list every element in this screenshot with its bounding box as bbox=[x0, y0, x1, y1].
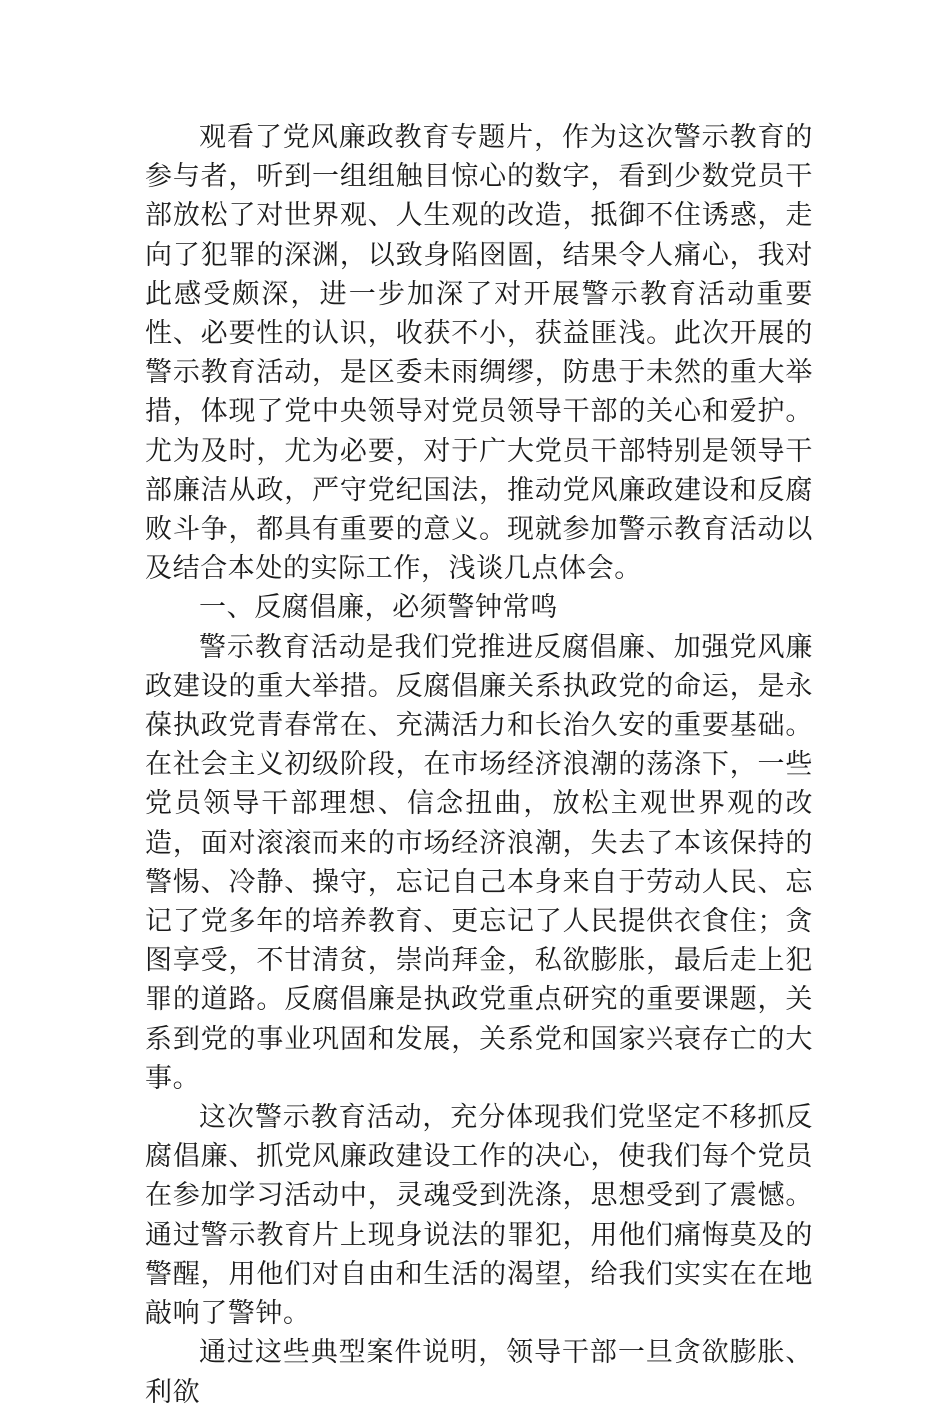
section-heading-1: 一、反腐倡廉，必须警钟常鸣 bbox=[199, 592, 558, 624]
paragraph-section-1-a: 警示教育活动是我们党推进反腐倡廉、加强党风廉政建设的重大举措。反腐倡廉关系执政党的命运，是永葆执政党青春常在、充满活力和长治久安的重要基础。在社会主义初级阶段，在市场经济浪潮的荡涤下，一些党员领导干部理想、信念扭曲，放松主观世界观的改造，面对滚滚而来的市场经济浪潮，失去了本该保持的警惕、冷静、操守，忘记自己本身来自于劳动人民、忘记了党多年的培养教育、更忘记了人民提供衣食住；贪图享受，不甘清贫，崇尚拜金，私欲膨胀，最后走上犯罪的道路。反腐倡廉是执政党重点研究的重要课题，关系到党的事业巩固和发展，关系党和国家兴衰存亡的大事。 bbox=[145, 631, 813, 1094]
document-body bbox=[145, 118, 813, 1412]
paragraph-intro: 观看了党风廉政教育专题片，作为这次警示教育的参与者，听到一组组触目惊心的数字，看到少数党员干部放松了对世界观、人生观的改造，抵御不住诱惑，走向了犯罪的深渊，以致身陷囹圄，结果令人痛心，我对此感受颇深，进一步加深了对开展警示教育活动重要性、必要性的认识，收获不小，获益匪浅。此次开展的警示教育活动，是区委未雨绸缪，防患于未然的重大举措，体现了党中央领导对党员领导干部的关心和爱护。尤为及时，尤为必要，对于广大党员干部特别是领导干部廉洁从政，严守党纪国法，推动党风廉政建设和反腐败斗争，都具有重要的意义。现就参加警示教育活动以及结合本处的实际工作，浅谈几点体会。 bbox=[145, 122, 813, 585]
paragraph-section-1-b: 这次警示教育活动，充分体现我们党坚定不移抓反腐倡廉、抓党风廉政建设工作的决心，使我们每个党员在参加学习活动中，灵魂受到洗涤，思想受到了震憾。通过警示教育片上现身说法的罪犯，用他们痛悔莫及的警醒，用他们对自由和生活的渴望，给我们实实在在地敲响了警钟。 bbox=[145, 1102, 813, 1330]
paragraph-section-1-c: 通过这些典型案件说明，领导干部一旦贪欲膨胀、利欲 bbox=[145, 1337, 813, 1408]
